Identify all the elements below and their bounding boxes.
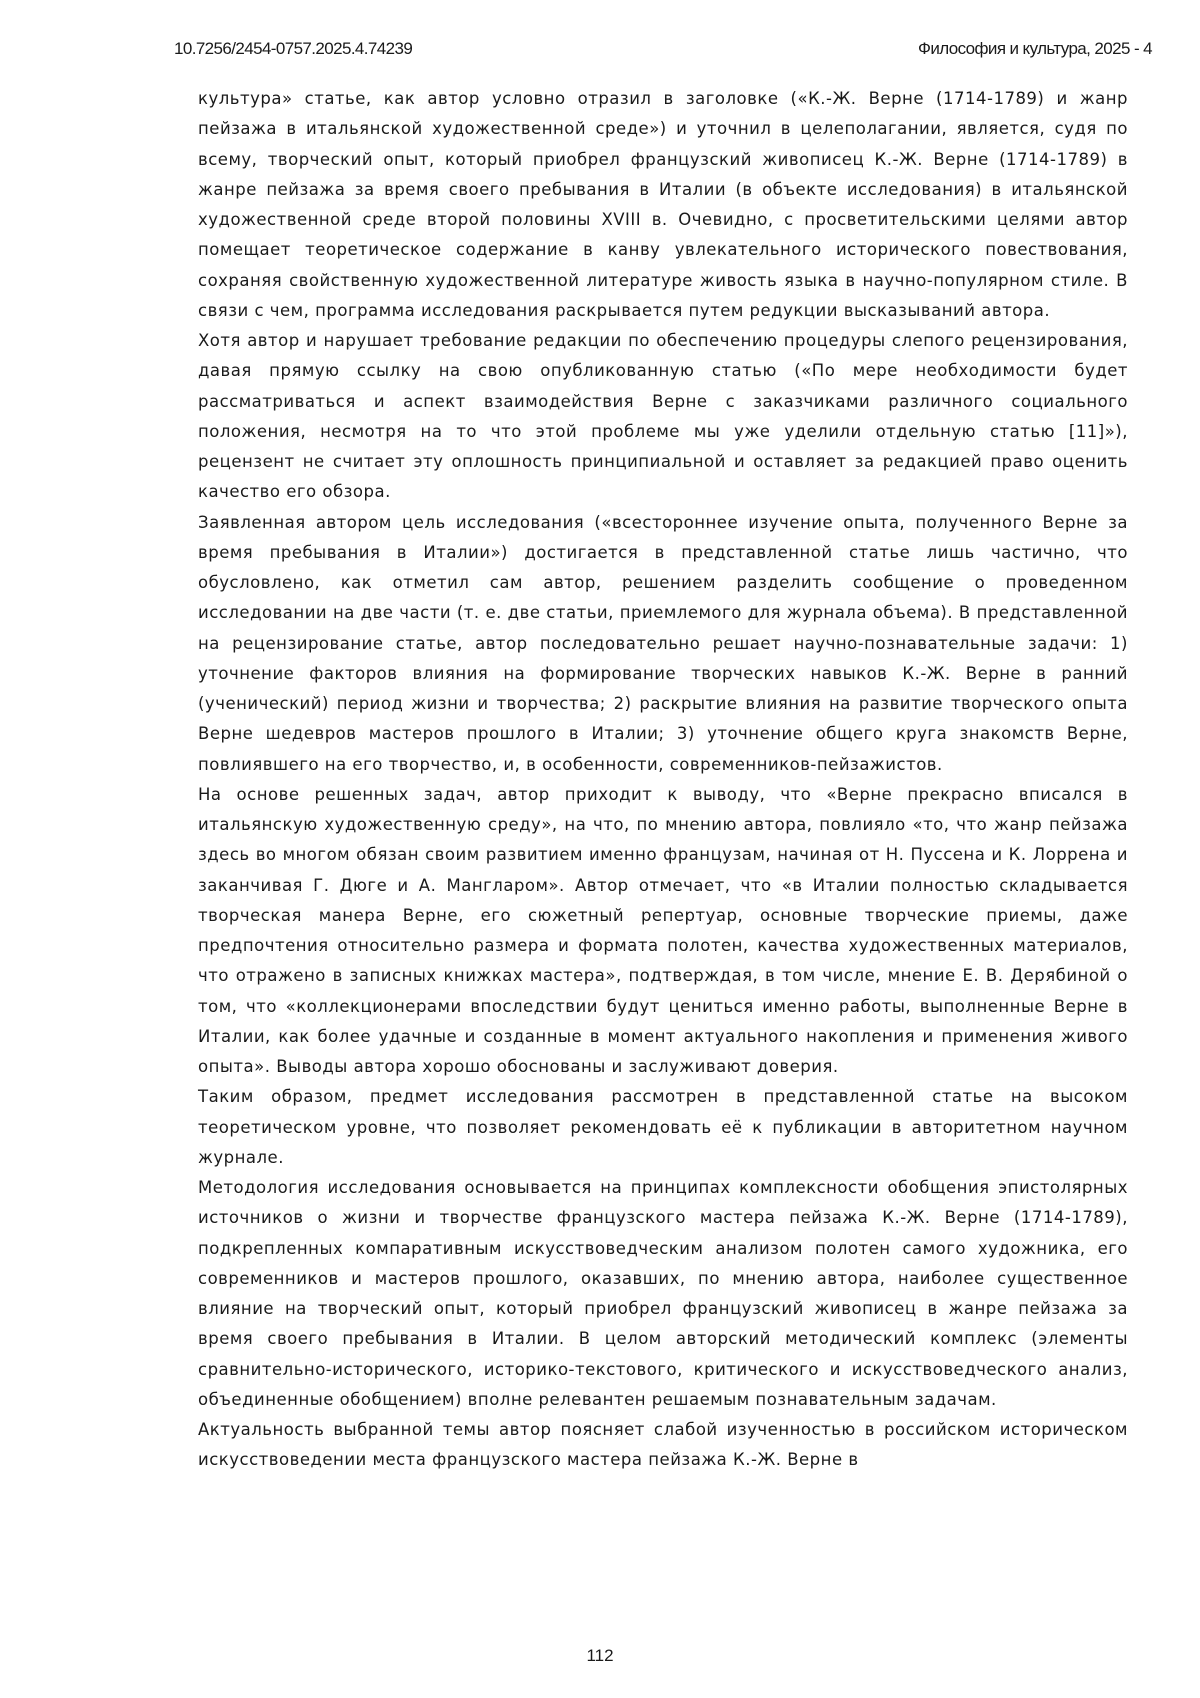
paragraph: Актуальность выбранной темы автор поясняет слабой изученностью в российском историческом искусствоведении места французского мастера пейзажа К.-Ж. Верне в [198, 1420, 1128, 1470]
doi-label: 10.7256/2454-0757.2025.4.74239 [174, 39, 413, 58]
paragraph: культура» статье, как автор условно отразил в заголовке («К.-Ж. Верне (1714-1789) и жанр пейзажа в итальянской художественной среде») и уточнил в целеполагании, является, судя по всему, творческий опыт, который приобрел французский живописец К.-Ж. Верне (1714-1789) в жанре пейзажа за время своего пребывания в Италии (в объекте исследования) в итальянской художественной среде второй половины XVIII в. Очевидно, с просветительскими целями автор помещает теоретическое содержание в канву увлекательного исторического повествования, сохраняя свойственную художественной литературе живость языка в научно-популярном стиле. В связи с чем, программа исследования раскрывается путем редукции высказываний автора. [198, 89, 1128, 320]
journal-title: Философия и культура, 2025 - 4 [918, 39, 1152, 58]
page-number: 112 [586, 1646, 614, 1665]
paragraph: На основе решенных задач, автор приходит к выводу, что «Верне прекрасно вписался в итальянскую художественную среду», на что, по мнению автора, повлияло «то, что жанр пейзажа здесь во многом обязан своим развитием именно французам, начиная от Н. Пуссена и К. Лоррена и заканчивая Г. Дюге и А. Мангларом». Автор отмечает, что «в Италии полностью складывается творческая манера Верне, его сюжетный репертуар, основные творческие приемы, даже предпочтения относительно размера и формата полотен, качества художественных материалов, что отражено в записных книжках мастера», подтверждая, в том числе, мнение Е. В. Дерябиной о том, что «коллекционерами впоследствии будут цениться именно работы, выполненные Верне в Италии, как более удачные и созданные в момент актуального накопления и применения живого опыта». Выводы автора хорошо обоснованы и заслуживают доверия. [198, 784, 1128, 1076]
article-body [198, 84, 1128, 1476]
paragraph: Заявленная автором цель исследования («всестороннее изучение опыта, полученного Верне за время пребывания в Италии») достигается в представленной статье лишь частично, что обусловлено, как отметил сам автор, решением разделить сообщение о проведенном исследовании на две части (т. е. две статьи, приемлемого для журнала объема). В представленной на рецензирование статье, автор последовательно решает научно-познавательные задачи: 1) уточнение факторов влияния на формирование творческих навыков К.-Ж. Верне в ранний (ученический) период жизни и творчества; 2) раскрытие влияния на развитие творческого опыта Верне шедевров мастеров прошлого в Италии; 3) уточнение общего круга знакомств Верне, повлиявшего на его творчество, и, в особенности, современников-пейзажистов. [198, 512, 1128, 774]
paragraph: Методология исследования основывается на принципах комплексности обобщения эпистолярных источников о жизни и творчестве французского мастера пейзажа К.-Ж. Верне (1714-1789), подкрепленных компаративным искусствоведческим анализом полотен самого художника, его современников и мастеров прошлого, оказавших, по мнению автора, наиболее существенное влияние на творческий опыт, который приобрел французский живописец в жанре пейзажа за время своего пребывания в Италии. В целом авторский методический комплекс (элементы сравнительно-исторического, историко-текстового, критического и искусствоведческого анализ, объединенные обобщением) вполне релевантен решаемым познавательным задачам. [198, 1178, 1128, 1409]
paragraph: Таким образом, предмет исследования рассмотрен в представленной статье на высоком теоретическом уровне, что позволяет рекомендовать её к публикации в авторитетном научном журнале. [198, 1087, 1128, 1167]
page-header [174, 36, 1152, 62]
paragraph: Хотя автор и нарушает требование редакции по обеспечению процедуры слепого рецензирования, давая прямую ссылку на свою опубликованную статью («По мере необходимости будет рассматриваться и аспект взаимодействия Верне с заказчиками различного социального положения, несмотря на то что этой проблеме мы уже уделили отдельную статью [11]»), рецензент не считает эту оплошность принципиальной и оставляет за редакцией право оценить качество его обзора. [198, 331, 1128, 502]
